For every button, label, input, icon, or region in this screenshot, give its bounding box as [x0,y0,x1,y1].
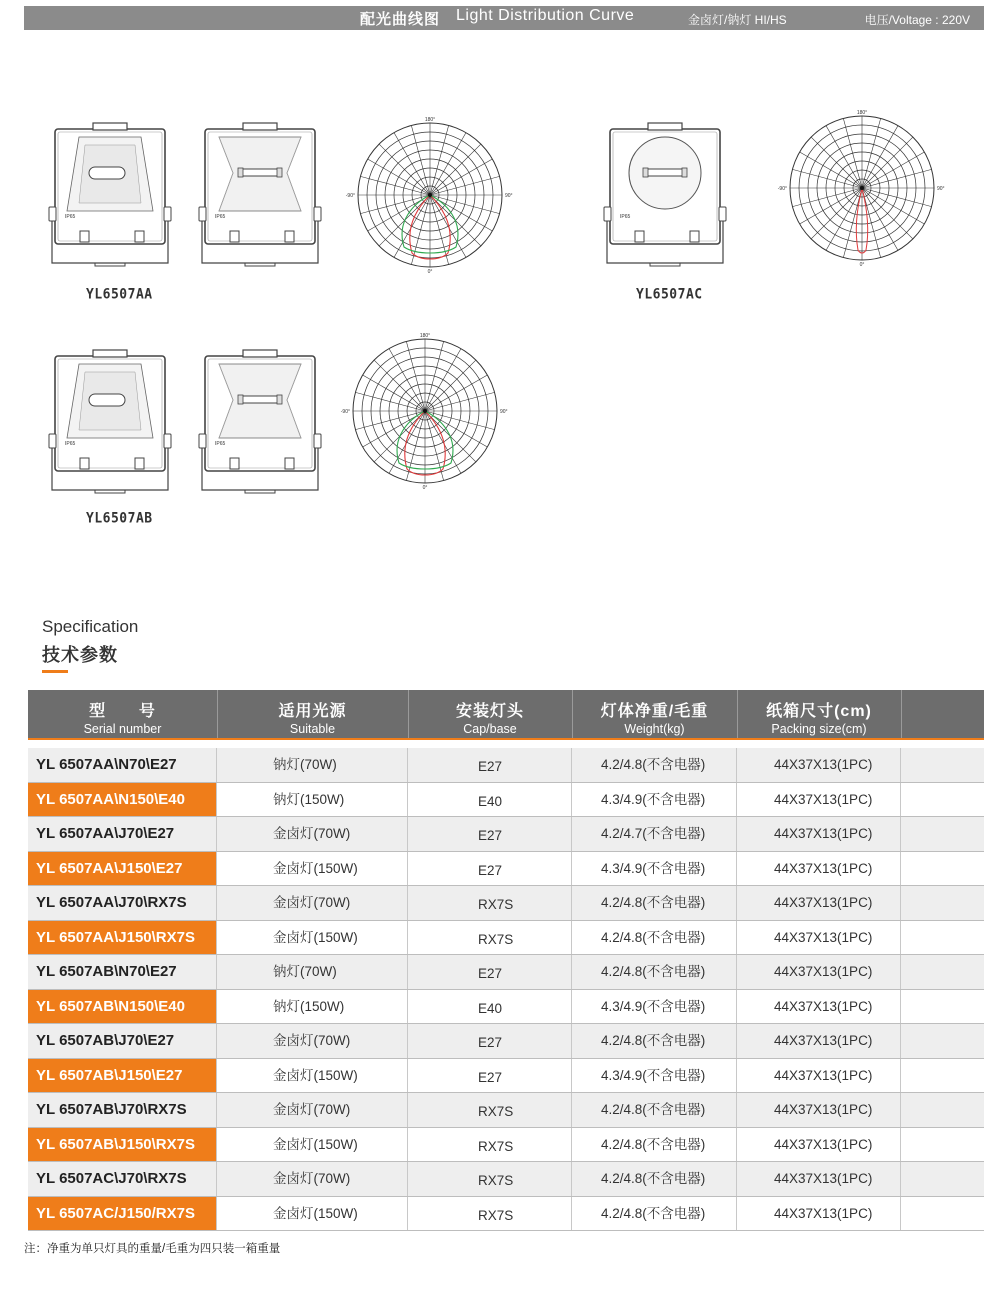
table-row [28,748,984,783]
cell-weight: 4.2/4.8(不含电器) [572,1128,737,1162]
bracket-knob [49,434,56,448]
cell-weight: 4.3/4.9(不含电器) [572,990,737,1024]
polar-spoke [430,159,492,195]
cell-blank [901,1128,984,1162]
table-row [28,1197,984,1232]
table-row [28,955,984,990]
fixture-handle [93,123,127,130]
th-serial-en: Serial number [83,722,162,736]
polar-spoke [411,125,430,195]
clip [80,231,89,242]
th-pack [737,690,902,738]
bracket-knob [314,207,321,221]
cell-weight: 4.2/4.7(不含电器) [572,817,737,851]
cell-source: 金卤灯(70W) [217,817,408,851]
cell-blank [901,990,984,1024]
cell-cap: RX7S [408,921,572,955]
cell-cap: E40 [408,990,572,1024]
polar-spoke [862,188,913,239]
lamp-tube [241,396,279,403]
cell-pack: 44X37X13(1PC) [737,921,901,955]
floodlight-fixture-icon [49,123,171,266]
cell-blank [901,921,984,955]
th-pack-en: Packing size(cm) [771,722,867,736]
cell-pack: 44X37X13(1PC) [737,955,901,989]
cell-blank [901,886,984,920]
fixture-handle [648,123,682,130]
polar-spoke [379,144,430,195]
cell-weight: 4.3/4.9(不含电器) [572,852,737,886]
cell-cap: RX7S [408,1128,572,1162]
cell-weight: 4.2/4.8(不含电器) [572,886,737,920]
cell-cap: E27 [408,955,572,989]
cell-serial: YL 6507AB\J150\E27 [28,1059,217,1093]
polar-label-top: 180° [419,333,431,339]
th-weight-en: Weight(kg) [624,722,685,736]
polar-label-bottom: 0° [422,485,428,491]
cell-pack: 44X37X13(1PC) [737,748,901,782]
cell-serial: YL 6507AA\J70\RX7S [28,886,217,920]
polar-spoke [862,169,932,188]
polar-spoke [800,188,862,224]
cell-serial: YL 6507AC\J70\RX7S [28,1162,217,1196]
polar-spoke [374,360,425,411]
polar-center [860,186,864,190]
polar-spoke [430,144,481,195]
bracket-knob [49,207,56,221]
model-label-aa: YL6507AA [86,286,153,303]
table-row [28,990,984,1025]
cell-weight: 4.3/4.9(不含电器) [572,783,737,817]
lamp-tube [89,394,125,406]
th-blank [901,690,984,738]
cell-pack: 44X37X13(1PC) [737,1024,901,1058]
spec-title-en: Specification [42,617,139,636]
cell-cap: E27 [408,748,572,782]
floodlight-fixture-icon [604,123,726,266]
cell-pack: 44X37X13(1PC) [737,1162,901,1196]
table-row [28,817,984,852]
cell-blank [901,1059,984,1093]
polar-spoke [394,133,430,195]
cell-source: 金卤灯(150W) [217,1059,408,1093]
polar-spoke [425,375,487,411]
polar-label-left: -90° [340,409,350,415]
cell-blank [901,748,984,782]
polar-spoke [800,152,862,188]
cell-cap: RX7S [408,1162,572,1196]
cell-blank [901,1024,984,1058]
polar-spoke [406,341,425,411]
cell-cap: RX7S [408,1197,572,1231]
polar-label-right: 90° [500,409,508,415]
cell-blank [901,1162,984,1196]
cell-weight: 4.2/4.8(不含电器) [572,921,737,955]
table-header [28,690,984,740]
ip-rating-text: IP65 [65,441,76,447]
fixture-handle [93,350,127,357]
polar-spoke [389,349,425,411]
polar-label-top: 180° [856,110,868,116]
cell-blank [901,1093,984,1127]
cell-pack: 44X37X13(1PC) [737,1197,901,1231]
floodlight-fixture-icon [199,123,321,266]
cell-source: 金卤灯(70W) [217,886,408,920]
header-bar [24,6,984,30]
polar-spoke [425,341,444,411]
ip-rating-text: IP65 [215,441,226,447]
ip-rating-text: IP65 [620,214,631,220]
polar-spoke [843,118,862,188]
polar-spoke [430,195,500,214]
lamp-tube [241,169,279,176]
polar-label-bottom: 0° [427,269,433,275]
cell-weight: 4.3/4.9(不含电器) [572,1059,737,1093]
polar-spoke [430,125,449,195]
polar-center [428,193,432,197]
clip [285,231,294,242]
spec-accent-bar [42,670,68,673]
cell-blank [901,783,984,817]
polar-spoke [425,411,461,473]
spec-title-cn: 技术参数 [42,645,118,665]
cell-serial: YL 6507AA\J150\E27 [28,852,217,886]
cell-source: 钠灯(150W) [217,990,408,1024]
cell-serial: YL 6507AA\N150\E40 [28,783,217,817]
cell-pack: 44X37X13(1PC) [737,886,901,920]
cell-pack: 44X37X13(1PC) [737,1059,901,1093]
polar-spoke [811,137,862,188]
cell-pack: 44X37X13(1PC) [737,1128,901,1162]
table-row [28,1128,984,1163]
polar-spoke [394,195,430,257]
bracket-knob [604,207,611,221]
cell-weight: 4.2/4.8(不含电器) [572,955,737,989]
floodlight-fixture-icon [199,350,321,493]
cell-cap: E27 [408,1024,572,1058]
polar-label-left: -90° [777,186,787,192]
table-body [28,748,984,1231]
polar-spoke [425,349,461,411]
polar-spoke [425,411,495,430]
ip-rating-text: IP65 [215,214,226,220]
cell-serial: YL 6507AA\N70\E27 [28,748,217,782]
clip [135,231,144,242]
polar-spoke [862,188,932,207]
table-row [28,886,984,921]
th-serial [28,690,218,738]
cell-cap: E27 [408,1059,572,1093]
polar-spoke [368,159,430,195]
cell-blank [901,852,984,886]
cell-blank [901,1197,984,1231]
table-row [28,921,984,956]
clip [690,231,699,242]
cell-source: 金卤灯(150W) [217,1128,408,1162]
fixture-handle [243,350,277,357]
header-lamp-type: 金卤灯/钠灯 HI/HS [688,13,787,27]
lamp-tube [89,167,125,179]
th-cap-cn: 安装灯头 [455,703,524,720]
cell-blank [901,817,984,851]
cell-pack: 44X37X13(1PC) [737,990,901,1024]
cell-source: 金卤灯(150W) [217,1197,408,1231]
cell-weight: 4.2/4.8(不含电器) [572,748,737,782]
cell-serial: YL 6507AB\J150\RX7S [28,1128,217,1162]
cell-cap: E27 [408,852,572,886]
clip [135,458,144,469]
cell-source: 钠灯(70W) [217,955,408,989]
th-serial-cn: 型 号 [89,703,156,720]
polar-curve-chart [341,333,508,491]
th-source-cn: 适用光源 [278,703,347,720]
polar-label-right: 90° [505,193,513,199]
header-voltage: 电压/Voltage : 220V [864,13,970,27]
cell-pack: 44X37X13(1PC) [737,1093,901,1127]
polar-spoke [826,126,862,188]
polar-spoke [355,411,425,430]
cell-serial: YL 6507AC/J150/RX7S [28,1197,217,1231]
th-source-en: Suitable [289,722,336,736]
clip [635,231,644,242]
polar-spoke [425,392,495,411]
polar-spoke [425,360,476,411]
cell-pack: 44X37X13(1PC) [737,783,901,817]
polar-spoke [862,118,881,188]
cell-weight: 4.2/4.8(不含电器) [572,1162,737,1196]
polar-spoke [792,188,862,207]
drawings-canvas [0,100,1000,540]
cell-cap: RX7S [408,886,572,920]
clip [230,231,239,242]
cell-source: 金卤灯(70W) [217,1024,408,1058]
th-source [217,690,409,738]
cell-serial: YL 6507AB\N150\E40 [28,990,217,1024]
cell-source: 金卤灯(150W) [217,852,408,886]
polar-spoke [363,375,425,411]
ip-rating-text: IP65 [65,214,76,220]
cell-serial: YL 6507AB\N70\E27 [28,955,217,989]
polar-spoke [355,392,425,411]
polar-center [423,409,427,413]
th-cap-en: Cap/base [463,722,517,736]
bracket-knob [199,434,206,448]
table-row [28,852,984,887]
polar-spoke [811,188,862,239]
polar-spoke [862,188,924,224]
bracket-knob [199,207,206,221]
spec-table [28,690,984,1231]
polar-spoke [430,176,500,195]
th-pack-cn: 纸箱尺寸(cm) [766,703,872,720]
cell-weight: 4.2/4.8(不含电器) [572,1093,737,1127]
cell-serial: YL 6507AB\J70\E27 [28,1024,217,1058]
cell-source: 钠灯(150W) [217,783,408,817]
cell-pack: 44X37X13(1PC) [737,852,901,886]
polar-spoke [862,126,898,188]
table-row [28,1059,984,1094]
polar-spoke [360,176,430,195]
table-row [28,1093,984,1128]
cell-source: 金卤灯(70W) [217,1093,408,1127]
cell-source: 金卤灯(70W) [217,1162,408,1196]
product-drawings [0,100,1000,540]
table-row [28,783,984,818]
th-weight-cn: 灯体净重/毛重 [600,703,709,720]
polar-spoke [792,169,862,188]
th-cap [408,690,573,738]
cell-blank [901,955,984,989]
polar-spoke [430,195,466,257]
header-title-cn: 配光曲线图 [360,11,441,28]
polar-curve-chart [346,117,513,275]
floodlight-fixture-icon [49,350,171,493]
lamp-tube [646,169,684,176]
cell-serial: YL 6507AA\J150\RX7S [28,921,217,955]
cell-cap: E40 [408,783,572,817]
polar-spoke [389,411,425,473]
header-title-en: Light Distribution Curve [456,7,635,24]
table-row [28,1024,984,1059]
polar-spoke [360,195,430,214]
clip [285,458,294,469]
cell-serial: YL 6507AA\J70\E27 [28,817,217,851]
clip [230,458,239,469]
footnote: 注：净重为单只灯具的重量/毛重为四只装一箱重量 [24,1243,281,1255]
polar-spoke [862,137,913,188]
th-weight [572,690,738,738]
cell-source: 钠灯(70W) [217,748,408,782]
cell-cap: E27 [408,817,572,851]
bracket-knob [314,434,321,448]
clip [80,458,89,469]
polar-curve-chart [778,110,945,268]
cell-pack: 44X37X13(1PC) [737,817,901,851]
polar-label-top: 180° [424,117,436,123]
model-label-ac: YL6507AC [636,286,703,303]
bracket-knob [164,434,171,448]
cell-cap: RX7S [408,1093,572,1127]
table-row [28,1162,984,1197]
polar-label-right: 90° [937,186,945,192]
polar-spoke [430,133,466,195]
model-label-ab: YL6507AB [86,510,153,527]
cell-weight: 4.2/4.8(不含电器) [572,1197,737,1231]
cell-weight: 4.2/4.8(不含电器) [572,1024,737,1058]
bracket-knob [719,207,726,221]
bracket-knob [164,207,171,221]
cell-source: 金卤灯(150W) [217,921,408,955]
polar-label-bottom: 0° [859,262,865,268]
fixture-handle [243,123,277,130]
polar-label-left: -90° [345,193,355,199]
cell-serial: YL 6507AB\J70\RX7S [28,1093,217,1127]
polar-spoke [862,152,924,188]
